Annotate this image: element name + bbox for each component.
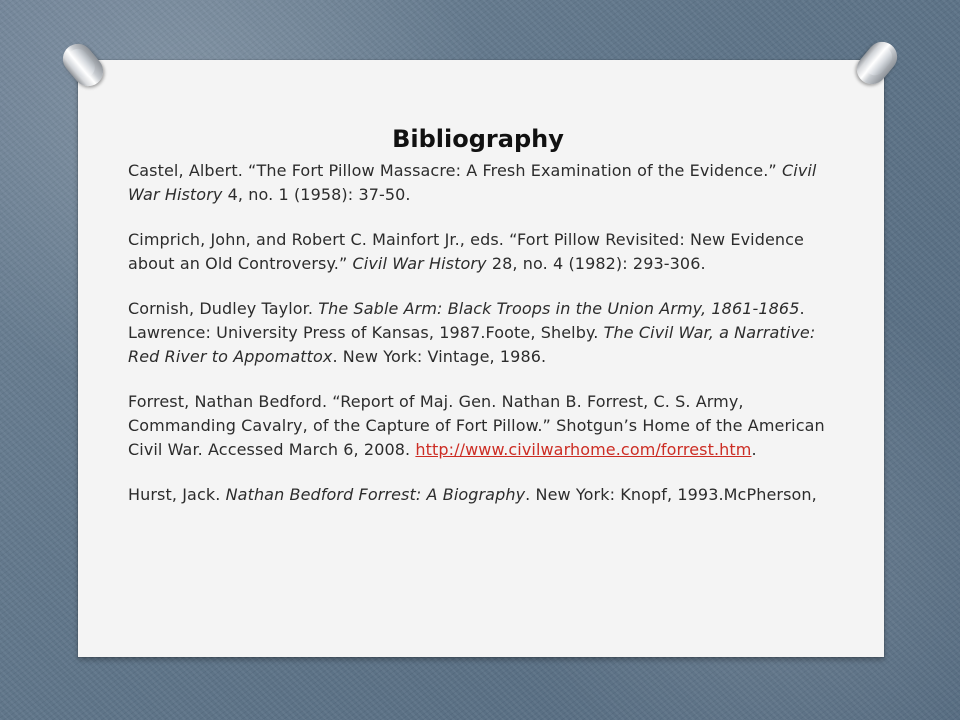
entry-text: 4, no. 1 (1958): 37-50.: [222, 185, 411, 204]
slide-page: [78, 60, 884, 657]
bibliography-entry-forrest: [128, 390, 833, 462]
bibliography-entry-hurst: [128, 483, 833, 507]
entry-text: Cornish, Dudley Taylor.: [128, 299, 319, 318]
civilwarhome-link[interactable]: http://www.civilwarhome.com/forrest.htm: [415, 440, 752, 459]
book-title: Nathan Bedford Forrest: A Biography: [225, 485, 526, 504]
entry-text: Cimprich, John, and Robert C. Mainfort Jr., eds. “Fort Pillow Revisited: New Evidence about an Old Controversy.”: [128, 230, 804, 273]
journal-title: Civil War History: [352, 254, 487, 273]
bibliography-entry-cimprich: [128, 228, 833, 276]
bibliography-entry-castel: [128, 159, 833, 207]
book-title: The Sable Arm: Black Troops in the Union Army, 1861-1865: [318, 299, 800, 318]
entry-text: . Lawrence: University Press of Kansas, 1987.Foote, Shelby.: [128, 299, 805, 342]
book-title: The Civil War, a Narrative: Red River to Appomattox: [128, 323, 816, 366]
entry-text: Hurst, Jack.: [128, 485, 226, 504]
entry-text: . New York: Vintage, 1986.: [332, 347, 547, 366]
page-title: Bibliography: [392, 125, 564, 154]
entry-text: .: [751, 440, 757, 459]
entry-text: Forrest, Nathan Bedford. “Report of Maj. Gen. Nathan B. Forrest, C. S. Army, Commanding Cavalry, of the Capture of Fort Pillow.” Shotgun’s Home of the American Civil War. Accessed March 6, 2008.: [128, 392, 825, 459]
journal-title: Civil War History: [128, 161, 817, 204]
entry-text: . New York: Knopf, 1993.McPherson,: [525, 485, 817, 504]
entry-text: Castel, Albert. “The Fort Pillow Massacre: A Fresh Examination of the Evidence.”: [128, 161, 782, 180]
bibliography-entry-cornish-foote: [128, 297, 833, 369]
entry-text: 28, no. 4 (1982): 293-306.: [486, 254, 706, 273]
bibliography-list: [128, 159, 833, 507]
